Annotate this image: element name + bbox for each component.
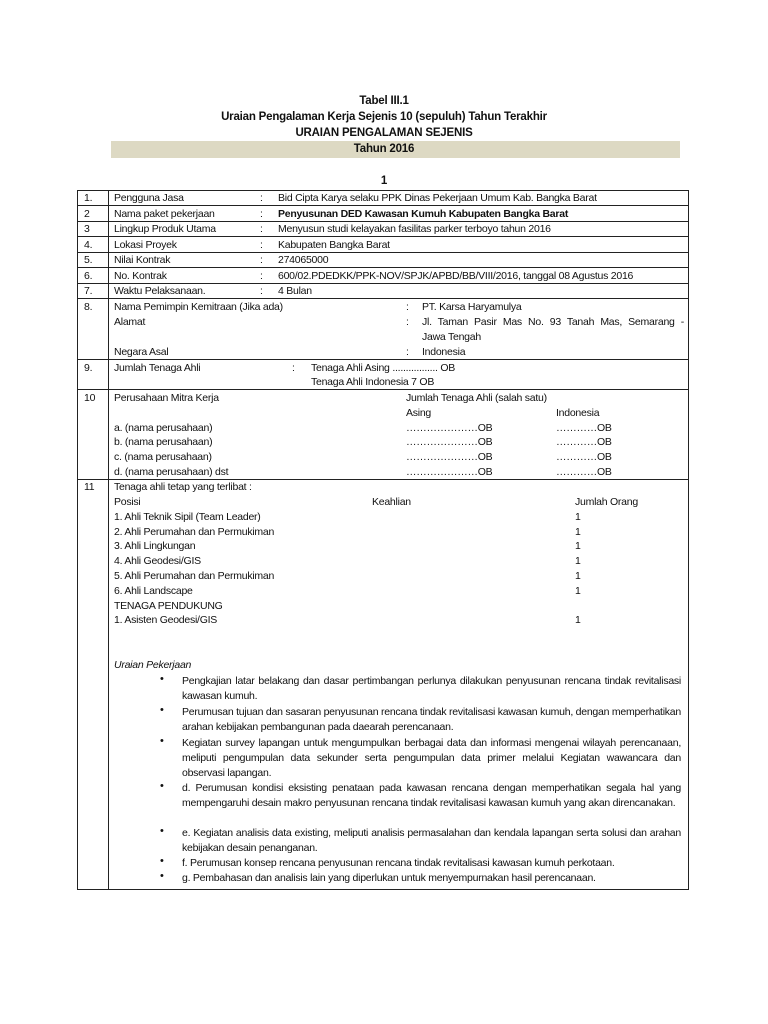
- partner-name: b. (nama perusahaan): [114, 436, 213, 448]
- partner-name: a. (nama perusahaan): [114, 422, 213, 434]
- bullet-icon: •: [160, 825, 164, 837]
- row-separator: :: [260, 208, 263, 220]
- table-subtitle: Uraian Pengalaman Kerja Sejenis 10 (sepuluh) Tahun Terakhir: [221, 111, 547, 123]
- country-label: Negara Asal: [114, 346, 169, 358]
- partner-name: c. (nama perusahaan): [114, 451, 212, 463]
- row-number: 2: [84, 208, 90, 220]
- expert-position: 1. Ahli Teknik Sipil (Team Leader): [114, 511, 261, 523]
- row-divider: [77, 283, 689, 284]
- table-border-bottom: [77, 889, 689, 890]
- local-column-header: Indonesia: [556, 407, 600, 419]
- expert-position: 2. Ahli Perumahan dan Permukiman: [114, 526, 275, 538]
- row-label: Waktu Pelaksanaan.: [114, 285, 206, 297]
- work-item: g. Pembahasan dan analisis lain yang diperlukan untuk menyempurnakan hasil perencanaan.: [182, 872, 596, 884]
- count-column-header: Jumlah Orang: [575, 496, 638, 508]
- row-separator: :: [292, 362, 295, 374]
- bullet-icon: •: [160, 855, 164, 867]
- expert-position: 4. Ahli Geodesi/GIS: [114, 555, 201, 567]
- row-separator: :: [406, 346, 409, 358]
- row-divider: [77, 221, 689, 222]
- row-separator: :: [260, 285, 263, 297]
- leader-label: Nama Pemimpin Kemitraan (Jika ada): [114, 301, 283, 313]
- row-value: Menyusun studi kelayakan fasilitas parker terboyo tahun 2016: [278, 223, 551, 235]
- table-border-right: [688, 190, 689, 890]
- partner-foreign-count: …………………OB: [406, 436, 493, 448]
- partner-local-count: …………OB: [556, 422, 612, 434]
- bullet-icon: •: [160, 673, 164, 685]
- row-divider: [77, 267, 689, 268]
- row-divider: [77, 252, 689, 253]
- partner-label: Perusahaan Mitra Kerja: [114, 392, 219, 404]
- expert-count: 1: [575, 570, 581, 582]
- partner-foreign-count: …………………OB: [406, 451, 493, 463]
- partner-name: d. (nama perusahaan) dst: [114, 466, 229, 478]
- partner-local-count: …………OB: [556, 451, 612, 463]
- row-number: 6.: [84, 270, 93, 282]
- row-separator: :: [406, 301, 409, 313]
- row-value: 4 Bulan: [278, 285, 312, 297]
- partner-local-count: …………OB: [556, 436, 612, 448]
- table-border-top: [77, 190, 689, 191]
- row-value: 274065000: [278, 254, 329, 266]
- work-item: Pengkajian latar belakang dan dasar pertimbangan perlunya dilakukan penyusunan rencana tindak revitalisasi kawasan kumuh.: [182, 675, 681, 702]
- expert-count-header: Jumlah Tenaga Ahli (salah satu): [406, 392, 547, 404]
- support-count: 1: [575, 614, 581, 626]
- row-number: 4.: [84, 239, 93, 251]
- row-separator: :: [260, 239, 263, 251]
- expertise-column-header: Keahlian: [372, 496, 411, 508]
- country-value: Indonesia: [422, 346, 466, 358]
- bullet-icon: •: [160, 870, 164, 882]
- row-divider: [77, 298, 689, 299]
- row-number: 1.: [84, 192, 93, 204]
- table-title: URAIAN PENGALAMAN SEJENIS: [295, 127, 473, 139]
- row-number: 5.: [84, 254, 93, 266]
- partner-local-count: …………OB: [556, 466, 612, 478]
- row-label: Nilai Kontrak: [114, 254, 171, 266]
- table-number: Tabel III.1: [359, 95, 409, 107]
- foreign-experts-value: Tenaga Ahli Asing ................. OB: [311, 362, 455, 374]
- address-line-1: Jl. Taman Pasir Mas No. 93 Tanah Mas, Semarang -: [422, 316, 684, 328]
- work-item: Kegiatan survey lapangan untuk mengumpulkan berbagai data dan informasi mengenai wilayah perencanaan, meliputi pengumpulan data sekunder serta pengumpulan data primer melalui Kegiatan wawancara dan observasi lapangan.: [182, 737, 681, 779]
- row-divider: [77, 479, 689, 480]
- bullet-icon: •: [160, 704, 164, 716]
- bullet-icon: •: [160, 780, 164, 792]
- partner-foreign-count: …………………OB: [406, 422, 493, 434]
- permanent-experts-label: Tenaga ahli tetap yang terlibat :: [114, 481, 252, 493]
- row-label: Lokasi Proyek: [114, 239, 177, 251]
- row-divider: [77, 205, 689, 206]
- expert-count: 1: [575, 555, 581, 567]
- row-number: 7.: [84, 285, 93, 297]
- address-line-2: Jawa Tengah: [422, 331, 481, 343]
- row-separator: :: [406, 316, 409, 328]
- support-staff-header: TENAGA PENDUKUNG: [114, 600, 223, 612]
- expert-position: 5. Ahli Perumahan dan Permukiman: [114, 570, 275, 582]
- row-label: No. Kontrak: [114, 270, 167, 282]
- work-item: Perumusan tujuan dan sasaran penyusunan rencana tindak revitalisasi kawasan kumuh, dengan memperhatikan arahan kebijakan pembangunan pada daearah perencanaan.: [182, 706, 681, 733]
- row-number: 8.: [84, 301, 93, 313]
- work-description-title: Uraian Pekerjaan: [114, 659, 192, 671]
- row-label: Lingkup Produk Utama: [114, 223, 216, 235]
- table-border-left: [77, 190, 78, 890]
- expert-count-label: Jumlah Tenaga Ahli: [114, 362, 201, 374]
- expert-count: 1: [575, 511, 581, 523]
- row-number: 10: [84, 392, 96, 404]
- package-name-value: Penyusunan DED Kawasan Kumuh Kabupaten Bangka Barat: [278, 208, 569, 220]
- row-label: Nama paket pekerjaan: [114, 208, 215, 220]
- row-divider: [77, 389, 689, 390]
- row-separator: :: [260, 254, 263, 266]
- work-item: f. Perumusan konsep rencana penyusunan rencana tindak revitalisasi kawasan kumuh perkotaan.: [182, 857, 615, 869]
- row-number: 9.: [84, 362, 93, 374]
- foreign-column-header: Asing: [406, 407, 432, 419]
- local-experts-value: Tenaga Ahli Indonesia 7 OB: [311, 376, 435, 388]
- expert-count: 1: [575, 526, 581, 538]
- row-label: Pengguna Jasa: [114, 192, 184, 204]
- leader-value: PT. Karsa Haryamulya: [422, 301, 522, 313]
- row-divider: [77, 359, 689, 360]
- partner-foreign-count: …………………OB: [406, 466, 493, 478]
- bullet-icon: •: [160, 735, 164, 747]
- address-label: Alamat: [114, 316, 146, 328]
- row-value: 600/02.PDEDKK/PPK-NOV/SPJK/APBD/BB/VIII/2016, tanggal 08 Agustus 2016: [278, 270, 634, 282]
- work-item: e. Kegiatan analisis data existing, meliputi analisis permasalahan dan kendala lapangan serta solusi dan arahan kebijakan desain penanganan.: [182, 827, 681, 854]
- row-number: 3: [84, 223, 90, 235]
- row-value: Bid Cipta Karya selaku PPK Dinas Pekerjaan Umum Kab. Bangka Barat: [278, 192, 597, 204]
- support-position: 1. Asisten Geodesi/GIS: [114, 614, 218, 626]
- number-column-divider: [108, 190, 109, 890]
- row-number: 11: [84, 481, 95, 493]
- entry-number: 1: [380, 175, 388, 187]
- work-item: d. Perumusan kondisi eksisting penataan pada kawasan rencana dengan memperhatikan segala hal yang mempengaruhi desain makro penyusunan rencana tindak revitalisasi kawasan kumuh yang akan direncanakan.: [182, 782, 681, 809]
- row-separator: :: [260, 223, 263, 235]
- year-label: Tahun 2016: [353, 143, 415, 155]
- row-separator: :: [260, 192, 263, 204]
- expert-position: 6. Ahli Landscape: [114, 585, 193, 597]
- row-value: Kabupaten Bangka Barat: [278, 239, 390, 251]
- expert-count: 1: [575, 540, 581, 552]
- expert-count: 1: [575, 585, 581, 597]
- row-separator: :: [260, 270, 263, 282]
- row-divider: [77, 236, 689, 237]
- expert-position: 3. Ahli Lingkungan: [114, 540, 196, 552]
- position-column-header: Posisi: [114, 496, 141, 508]
